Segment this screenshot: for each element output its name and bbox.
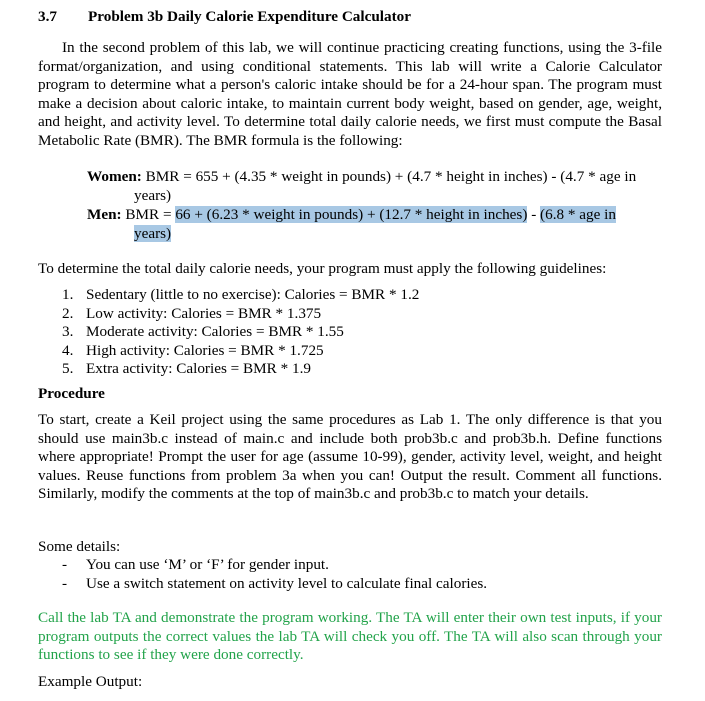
men-formula-pre: BMR = bbox=[121, 206, 176, 223]
men-formula-mid: - bbox=[527, 206, 541, 223]
list-text: You can use ‘M’ or ‘F’ for gender input. bbox=[86, 556, 329, 573]
details-list bbox=[62, 556, 487, 593]
list-number: 4. bbox=[62, 341, 74, 359]
list-dash: - bbox=[62, 556, 68, 573]
list-number: 5. bbox=[62, 360, 74, 378]
section-number: 3.7 bbox=[38, 8, 57, 25]
men-label: Men: bbox=[87, 206, 122, 223]
list-text: Moderate activity: Calories = BMR * 1.55 bbox=[86, 323, 344, 341]
list-item bbox=[62, 305, 419, 324]
list-text: Extra activity: Calories = BMR * 1.9 bbox=[86, 360, 311, 378]
men-formula-line2: years) bbox=[134, 224, 172, 242]
list-item bbox=[62, 286, 419, 305]
women-formula bbox=[87, 168, 665, 205]
section-title: Problem 3b Daily Calorie Expenditure Calculator bbox=[88, 8, 412, 25]
list-item bbox=[62, 342, 419, 361]
list-text: High activity: Calories = BMR * 1.725 bbox=[86, 341, 324, 359]
procedure-paragraph: To start, create a Keil project using the same procedures as Lab 1. The only difference is that you should use main3b.c instead of main.c and include both prob3b.c and prob3b.h. Define functions where appropriate! Prompt the user for age (assume 10-99), gender, activity level, weight, and height values. Reuse functions from problem 3a when you can! Output the result. Comment all functions. Similarly, modify the comments at the top of main3b.c and prob3b.c to match your details. bbox=[38, 411, 662, 503]
list-item bbox=[62, 575, 487, 594]
men-formula-highlight-1: 66 + (6.23 * weight in pounds) + (12.7 * height in inches) bbox=[175, 206, 528, 223]
women-formula-line2: years) bbox=[134, 186, 172, 204]
guidelines-intro: To determine the total daily calorie needs, your program must apply the following guidelines: bbox=[38, 260, 607, 277]
intro-paragraph: In the second problem of this lab, we will continue practicing creating functions, using the 3-file format/organization, and using conditional statements. This lab will write a Calorie Calculator program to determine what a person's caloric intake should be for a 24-hour span. The program must make a decision about caloric intake, to maintain current body weight, based on gender, age, weight, and height, and activity level. To determine total daily calorie needs, we first must compute the Basal Metabolic Rate (BMR). The BMR formula is the following: bbox=[38, 39, 662, 149]
list-text: Sedentary (little to no exercise): Calories = BMR * 1.2 bbox=[86, 286, 420, 303]
list-number: 1. bbox=[62, 286, 74, 303]
men-formula-highlight-2: (6.8 * age in bbox=[540, 206, 616, 223]
list-item bbox=[62, 323, 419, 342]
procedure-heading: Procedure bbox=[38, 385, 105, 402]
list-dash: - bbox=[62, 574, 68, 592]
details-heading: Some details: bbox=[38, 538, 121, 555]
list-number: 3. bbox=[62, 323, 74, 341]
list-text: Use a switch statement on activity level to calculate final calories. bbox=[86, 574, 488, 592]
guidelines-list bbox=[62, 286, 419, 379]
list-item bbox=[62, 360, 419, 379]
women-label: Women: bbox=[87, 168, 142, 185]
list-item bbox=[62, 556, 487, 575]
ta-note: Call the lab TA and demonstrate the program working. The TA will enter their own test inputs, if your program outputs the correct values the lab TA will check you off. The TA will also scan through your functions to see if they were done correctly. bbox=[38, 609, 662, 664]
women-formula-line1: BMR = 655 + (4.35 * weight in pounds) + (4.7 * height in inches) - (4.7 * age in bbox=[141, 168, 637, 185]
list-number: 2. bbox=[62, 304, 74, 322]
example-output-label: Example Output: bbox=[38, 673, 143, 690]
list-text: Low activity: Calories = BMR * 1.375 bbox=[86, 304, 322, 322]
men-formula bbox=[87, 206, 665, 243]
section-heading bbox=[38, 8, 411, 26]
